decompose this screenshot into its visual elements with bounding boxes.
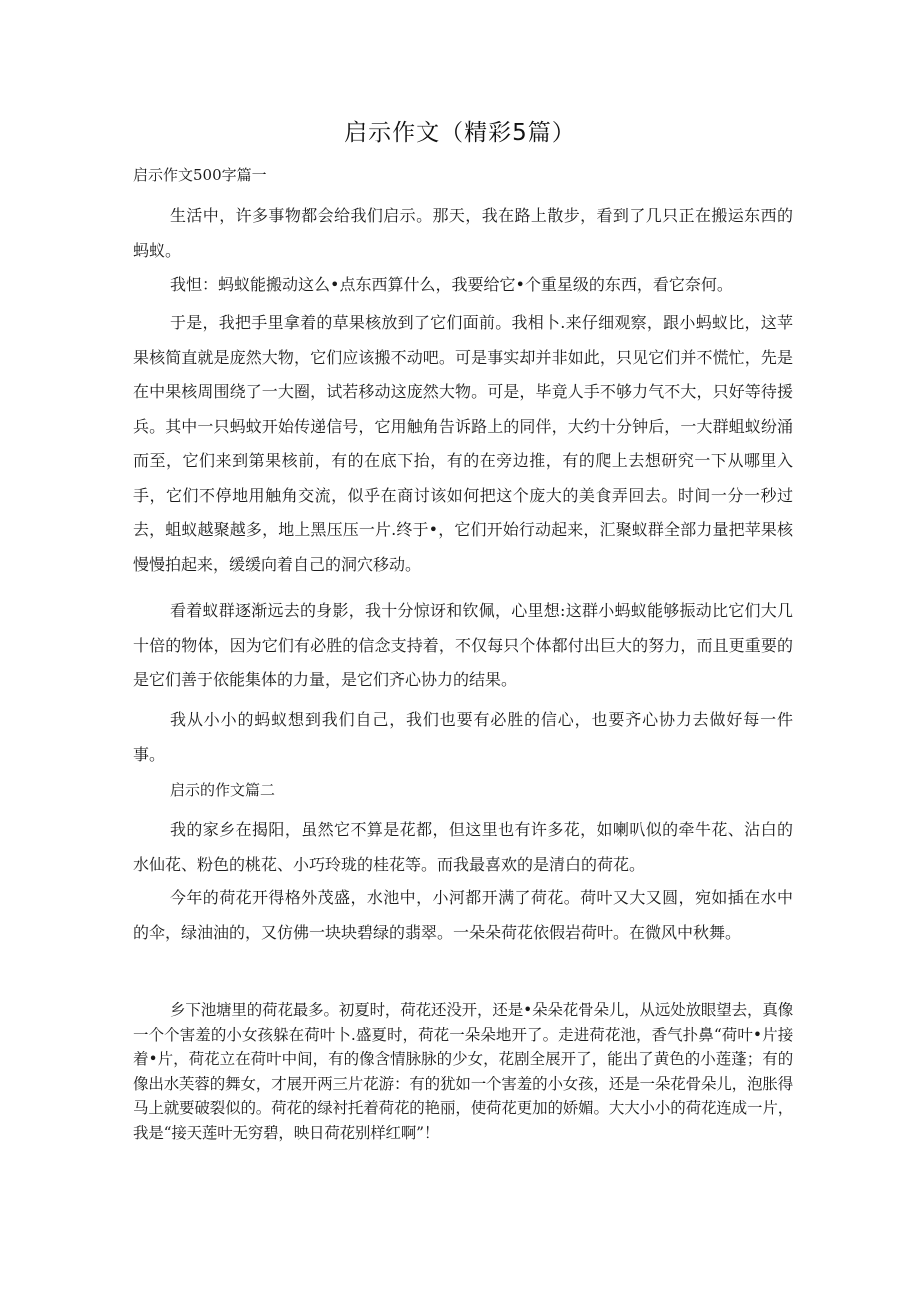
paragraph-4: 看着蚁群逐渐远去的身影，我十分惊讶和钦佩，心里想:这群小蚂蚁能够振动比它们大几十倍的物体，因为它们有必胜的信念支持着，不仅每只个体都付出巨大的努力，而且更重要的是它们善于依能集体的力量，是它们齐心协力的结果。 (133, 601, 793, 689)
paragraph-6: 我的家乡在揭阳，虽然它不算是花都，但这里也有许多花，如喇叭似的牵牛花、沾白的水仙花、粉色的桃花、小巧玲珑的桂花等。而我最喜欢的是清白的荷花。 (133, 820, 793, 874)
paragraph-3: 于是，我把手里拿着的草果核放到了它们面前。我相卜.来仔细观察，跟小蚂蚁比，这苹果核简直就是庞然大物，它们应该搬不动吧。可是事实却并非如此，只见它们并不慌忙，先是在中果核周围绕了一大圈，试若移动这庞然大物。可是，毕竟人手不够力气不大，只好等待援兵。其中一只蚂蚊开始传递信号，它用触角告诉路上的同伴，大约十分钟后，一大群蛆蚁纷涌而至，它们来到第果核前，有的在底下抬，有的在旁边推，有的爬上去想研究一下从哪里入手，它们不停地用触角交流，似乎在商讨该如何把这个庞大的美食弄回去。时间一分一秒过去，蛆蚁越聚越多，地上黑压压一片.终于•，它们开始行动起来，汇聚蚁群全部力量把苹果核慢慢拍起来，缓缓向着自己的洞穴移动。 (133, 313, 793, 574)
paragraph-2: 我怛：蚂蚁能搬动这么•点东西算什么，我要给它•个重星级的东西，看它奈何。 (170, 275, 733, 294)
paragraph-5: 我从小小的蚂蚁想到我们自己，我们也要有必胜的信心，也要齐心协力去做好每一件事。 (133, 710, 793, 764)
document-title: 启示作文（精彩5篇） (344, 120, 576, 146)
paragraph-8: 乡下池塘里的荷花最多。初夏时，荷花还没开，还是•朵朵花骨朵儿，从远处放眼望去，真像一个个害羞的小女孩躲在荷叶卜.盛夏时，荷花一朵朵地开了。走进荷花池，香气扑鼻“荷叶•片接着•片，荷花立在荷叶中间，有的像含情脉脉的少女，花剧全展开了，能出了黄色的小莲蓬；有的像出水芙蓉的舞女，才展开两三片花游：有的犹如一个害羞的小女孩，还是一朵花骨朵儿，泡胀得马上就要破裂似的。荷花的绿衬托着荷花的艳丽，使荷花更加的娇媚。大大小小的荷花连成一片，我是“接天莲叶无穷碧，映日荷花别样红啊”！ (133, 1001, 793, 1142)
section-heading-1: 启示作文500字篇一 (133, 166, 267, 184)
section-heading-2: 启示的作文篇二 (170, 781, 276, 799)
paragraph-7: 今年的荷花开得格外茂盛，水池中，小河都开满了荷花。荷叶又大又圆，宛如插在水中的伞，绿油油的，又仿佛一块块碧绿的翡翠。一朵朵荷花依假岩荷叶。在微风中秋舞。 (133, 888, 793, 942)
paragraph-1: 生活中，许多事物都会给我们启示。那天，我在路上散步，看到了几只正在搬运东西的蚂蚁。 (133, 206, 793, 260)
